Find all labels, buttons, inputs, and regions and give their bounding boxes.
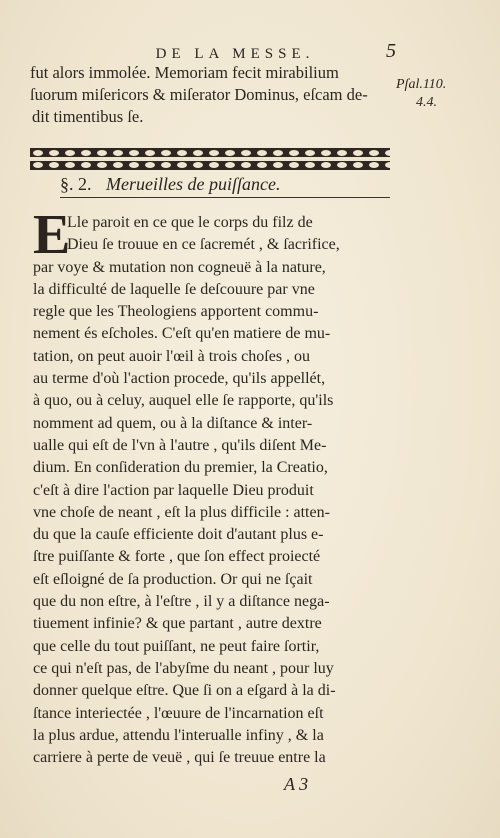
section-title: Merueilles de puiſſance. [106, 174, 281, 194]
ornament-motif [337, 150, 347, 156]
ornament-motif [337, 162, 347, 168]
ornament-motif [129, 162, 139, 168]
ornament-motif [321, 150, 331, 156]
text-line: c'eſt à dire l'action par laquelle Dieu produit [33, 481, 314, 499]
running-head: DE LA MESSE. [155, 46, 315, 62]
text-line: ſtre puiſſante & forte , que ſon effect proiecté [33, 548, 321, 566]
text-line: Lle paroit en ce que le corps du filz de [67, 214, 313, 231]
text-line: regle que les Theologiens apportent commu- [33, 303, 319, 321]
ornament-motif [369, 162, 379, 168]
ornament-motif [97, 162, 107, 168]
text-line: fut alors immolée. Memoriam fecit mirabilium [30, 63, 339, 82]
ornament-motif [273, 162, 283, 168]
text-line: dium. En conſideration du premier, la Creatio, [33, 459, 328, 477]
ornament-motif [65, 162, 75, 168]
text-line: eſt eſloigné de ſa production. Or qui ne ſçait [33, 570, 313, 588]
signature-mark: A 3 [284, 774, 309, 794]
ornament-motif [33, 150, 43, 156]
drop-cap: E [33, 204, 71, 266]
text-line: carriere à perte de veuë , qui ſe treuue entre la [33, 749, 326, 767]
ornament-motif [49, 162, 59, 168]
text-line: que du non eſtre, à l'eſtre , il y a diſtance nega- [33, 593, 330, 611]
ornament-motif [369, 150, 379, 156]
page-number: 5 [386, 40, 396, 62]
margin-citation-line: Pſal.110. [396, 77, 447, 92]
ornament-motif [321, 162, 331, 168]
text-line: nomment ad quem, ou à la diſtance & inter- [33, 414, 313, 432]
text-line: par voye & mutation non cogneuë à la nature, [33, 258, 326, 276]
ornament-band [30, 148, 390, 170]
text-line: au terme d'où l'action procede, qu'ils appellét, [33, 370, 326, 388]
ornament-motif [209, 162, 219, 168]
ornament-motif [49, 150, 59, 156]
ornament-motif [161, 150, 171, 156]
ornament-motif [305, 150, 315, 156]
ornament-motif [177, 162, 187, 168]
ornament-motif [193, 150, 203, 156]
ornament-motif [81, 150, 91, 156]
ornament-motif [289, 150, 299, 156]
ornament-motif [97, 150, 107, 156]
text-line: tiuement infinie? & que partant , autre dextre [33, 615, 322, 633]
text-line: ce qui n'eſt pas, de l'abyſme du neant , pour luy [33, 659, 334, 677]
margin-citation-line: 4.4. [416, 95, 437, 110]
ornament-motif [193, 162, 203, 168]
ornament-motif [65, 150, 75, 156]
ornament-motif [129, 150, 139, 156]
ornament-motif [273, 150, 283, 156]
ornament-motif [353, 162, 363, 168]
ornament-motif [241, 162, 251, 168]
ornament-motif [225, 150, 235, 156]
ornament-motif [145, 150, 155, 156]
text-line: ſtance interiectée , l'œuure de l'incarnation eſt [33, 704, 324, 722]
text-line: du que la cauſe efficiente doit d'autant plus e- [33, 526, 324, 544]
text-line: donner quelque eſtre. Que ſi on a eſgard à la di- [33, 682, 336, 700]
ornament-motif [209, 150, 219, 156]
body-text [33, 204, 395, 769]
text-line: la difficulté de laquelle ſe deſcouure par vne [33, 280, 315, 298]
ornament-motif [289, 162, 299, 168]
text-line: ualle qui eſt de l'vn à l'autre , qu'ils diſent Me- [33, 436, 327, 454]
text-line: ſuorum miſericors & miſerator Dominus, eſcam de- [30, 85, 368, 104]
ornament-motif [161, 162, 171, 168]
continued-text [30, 62, 392, 128]
ornament-motif [33, 162, 43, 168]
text-line: nement és eſcholes. C'eſt qu'en matiere de mu- [33, 325, 331, 343]
text-line: que celle du tout puiſſant, ne peut faire ſortir, [33, 637, 320, 655]
margin-citation [396, 76, 466, 112]
ornament-motif [81, 162, 91, 168]
text-line: la plus ardue, attendu l'interualle infiny , & la [33, 726, 324, 744]
ornament-motif [305, 162, 315, 168]
ornament-motif [145, 162, 155, 168]
text-line: dit timentibus ſe. [32, 107, 144, 126]
ornament-motif [177, 150, 187, 156]
ornament-motif [257, 150, 267, 156]
text-line: Dieu ſe trouue en ce ſacremét , & ſacrifice, [67, 236, 340, 254]
text-line: vne choſe de neant , eſt la plus difficile : atten- [33, 503, 330, 521]
text-line: tation, on peut auoir l'œil à trois choſes , ou [33, 347, 311, 365]
text-line: à quo, ou à celuy, auquel elle ſe rapporte, qu'ils [33, 392, 334, 410]
ornament-motif [113, 150, 123, 156]
ornament-motif [353, 150, 363, 156]
ornament-motif [225, 162, 235, 168]
ornament-motif [241, 150, 251, 156]
section-number: §. 2. [60, 174, 92, 194]
ornament-motif [113, 162, 123, 168]
section-heading [60, 174, 390, 198]
ornament-motif [257, 162, 267, 168]
